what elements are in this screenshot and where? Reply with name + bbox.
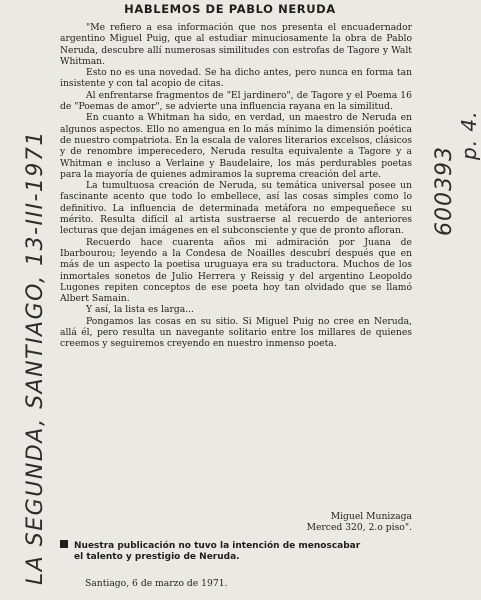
letter-signature [210,511,412,534]
article-paragraph: "Me refiero a esa información que nos presenta el encuadernador argentino Miguel Puig, que al estudiar minuciosamente la obra de Pablo Neruda, descubre allí numerosas similitudes con estrofas de Tagore y Walt Whitman. [60,22,412,67]
article-paragraph: Y así, la lista es larga... [86,304,194,316]
editor-note-line: Nuestra publicación no tuvo la intención de menoscabar [74,541,361,551]
dateline: Santiago, 6 de marzo de 1971. [85,578,228,589]
editor-note [60,540,412,563]
signature-name: Miguel Munizaga [330,511,412,522]
article-paragraph: Recuerdo hace cuarenta años mi admiración por Juana de Ibarbourou; leyendo a la Condesa de Noailles descubrí después que en más de un aspecto la poetisa uruguaya era su traductora. Muchos de los inmortales sonetos de Julio Herrera y Reissig y del argentino Leopoldo Lugones repiten conceptos de ese poeta hoy tan olvidado que se llamó Albert Samain. [60,236,412,305]
article-paragraph: Esto no es una novedad. Se ha dicho antes, pero nunca en forma tan insistente y con tal acopio de citas. [60,67,412,90]
signature-address: Merced 320, 2.o piso". [306,522,412,534]
square-bullet-icon [60,540,68,548]
handwritten-catalog-code: 600393 [432,146,457,236]
article-paragraph: Pongamos las cosas en su sitio. Si Miguel Puig no cree en Neruda, allá él, pero resulta un navegante solitario entre los millares de quienes creemos y seguiremos creyendo en nuestro inmenso poeta. [60,315,412,350]
article-paragraph: La tumultuosa creación de Neruda, su temática universal posee un fascinante acento que todo lo embellece, así las cosas simples como lo definitivo. La influencia de determinada metáfora no empequeñece su mérito. Resulta difícil al artista sustraerse al recuerdo de anteriores lecturas que dejan imágenes en el subconsciente y que de pronto afloran. [60,180,412,237]
editor-note-line: el talento y prestigio de Neruda. [74,552,240,562]
handwritten-page-reference: p. 4. [457,110,481,160]
article-headline: HABLEMOS DE PABLO NERUDA [124,2,336,16]
article-paragraph: Al enfrentarse fragmentos de "El jardinero", de Tagore y el Poema 16 de "Poemas de amor", se advierte una influencia rayana en la similitud. [60,89,412,113]
article-body [60,22,412,350]
article-paragraph: En cuanto a Whitman ha sido, en verdad, un maestro de Neruda en algunos aspectos. Ello no amengua en lo más mínimo la dimensión poética de nuestro compatriota. En la escala de valores literarios excelsos, clásicos y de renombre imperecedero, Neruda resulta equivalente a Tagore y a Whitman e incluso a Verlaine y Baudelaire, los más perdurables poetas para la mayoría de quienes admiramos la suprema creación del arte. [60,112,412,180]
handwritten-source-annotation: LA SEGUNDA, SANTIAGO, 13-III-1971 [23,130,48,585]
